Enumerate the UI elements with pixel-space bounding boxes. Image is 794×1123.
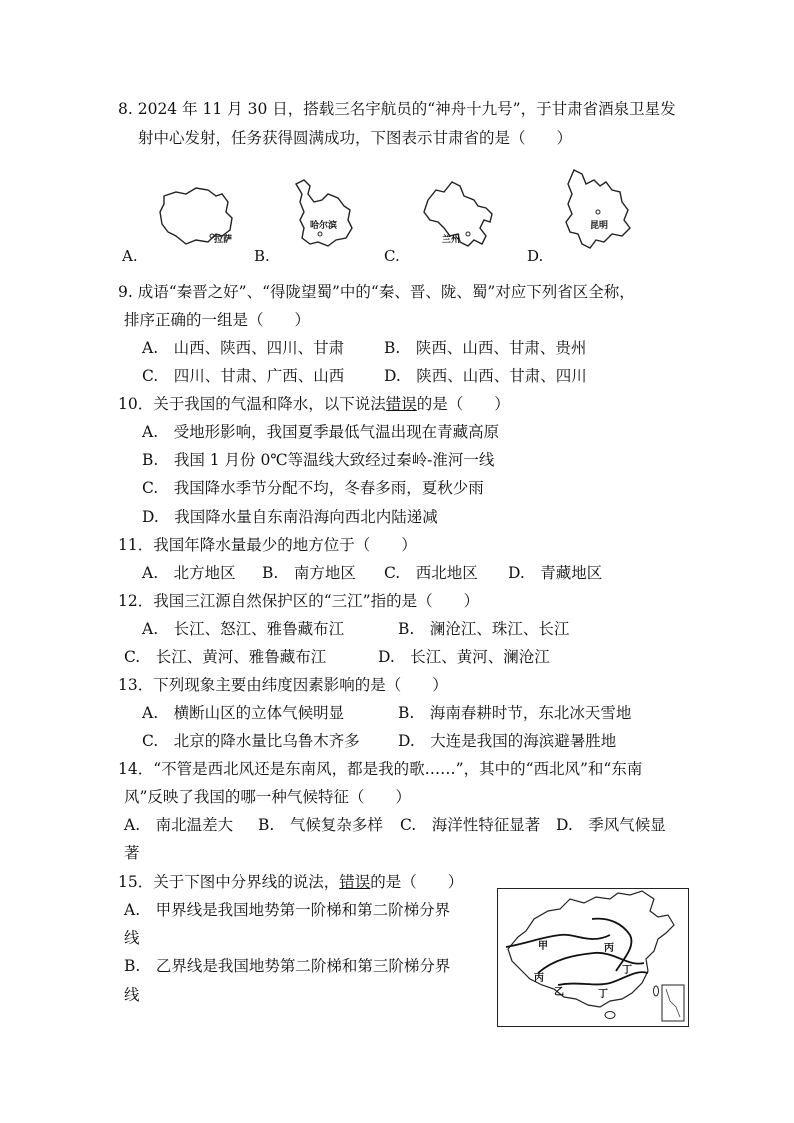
q8-option-c-letter: C. [384, 247, 400, 265]
map-label-ding-right: 丁 [622, 965, 632, 976]
q14-stem-line1: 14．“不管是西北风还是东南风，都是我的歌……”，其中的“西北风”和“东南 [118, 760, 643, 778]
q11-stem: 11．我国年降水量最少的地方位于（ ） [118, 536, 417, 554]
q15-option-b-wrap: 线 [124, 986, 140, 1004]
q10-option-d: D. 我国降水量自东南沿海向西北内陆递减 [142, 508, 438, 526]
q14-option-b: B. 气候复杂多样 [258, 816, 383, 834]
q12-stem: 12．我国三江源自然保护区的“三江”指的是（ ） [118, 592, 480, 610]
q8-map-b-city: 哈尔滨 [310, 221, 338, 231]
q11-option-b: B. 南方地区 [262, 564, 356, 582]
q10-option-a: A. 受地形影响，我国夏季最低气温出现在青藏高原 [142, 423, 500, 441]
q15-option-a: A. 甲界线是我国地势第一阶梯和第二阶梯分界 [124, 901, 451, 919]
q9-stem-line1: 9. 成语“秦晋之好”、“得陇望蜀”中的“秦、晋、陇、蜀”对应下列省区全称， [118, 283, 635, 301]
q12-option-b: B. 澜沧江、珠江、长江 [398, 620, 570, 638]
q15-stem-suffix: 的是（ ） [370, 873, 464, 891]
q9-option-a: A. 山西、陕西、四川、甘肃 [142, 339, 345, 357]
china-terrain-map-figure [497, 888, 689, 1027]
q12-option-a: A. 长江、怒江、雅鲁藏布江 [142, 620, 345, 638]
map-label-yi: 乙 [554, 987, 564, 998]
q15-option-a-wrap: 线 [124, 929, 140, 947]
q15-stem-prefix: 15．关于下图中分界线的说法， [118, 873, 340, 891]
q10-stem-emphasis: 错误 [385, 395, 417, 413]
map-label-bing-right: 丙 [604, 943, 614, 954]
q14-stem-line2: 风”反映了我国的哪一种气候特征（ ） [124, 788, 411, 806]
q10-stem-suffix: 的是（ ） [416, 395, 510, 413]
yunnan-outline-map [560, 166, 634, 256]
q15-stem-emphasis: 错误 [339, 873, 371, 891]
q14-option-d-wrap: 著 [124, 844, 140, 862]
q9-stem-line2: 排序正确的一组是（ ） [124, 311, 311, 329]
q12-option-c: C. 长江、黄河、雅鲁藏布江 [124, 648, 327, 666]
q8-map-a-city: 拉萨 [214, 235, 233, 245]
q14-option-c: C. 海洋性特征显著 [400, 816, 541, 834]
map-label-bing-left: 丙 [534, 973, 544, 984]
q13-option-b: B. 海南春耕时节，东北冰天雪地 [398, 704, 632, 722]
q10-option-b: B. 我国 1 月份 0℃等温线大致经过秦岭-淮河一线 [142, 451, 495, 469]
q9-option-d: D. 陕西、山西、甘肃、四川 [384, 367, 587, 385]
china-outline-map [498, 889, 687, 1025]
map-label-jia: 甲 [538, 941, 548, 952]
q8-stem-line2: 射中心发射，任务获得圆满成功，下图表示甘肃省的是（ ） [138, 129, 573, 147]
q8-option-b-letter: B. [254, 247, 270, 265]
q8-option-a-letter: A. [122, 247, 138, 265]
q8-map-d-city: 昆明 [590, 221, 609, 231]
q10-option-c: C. 我国降水季节分配不均，冬春多雨，夏秋少雨 [142, 479, 484, 497]
q13-stem: 13．下列现象主要由纬度因素影响的是（ ） [118, 676, 448, 694]
q15-option-b: B. 乙界线是我国地势第二阶梯和第三阶梯分界 [124, 957, 451, 975]
map-label-ding-bottom: 丁 [598, 989, 608, 1000]
q13-option-a: A. 横断山区的立体气候明显 [142, 704, 345, 722]
q12-option-d: D. 长江、黄河、澜沧江 [378, 648, 550, 666]
q11-option-a: A. 北方地区 [142, 564, 236, 582]
q10-stem [118, 394, 510, 414]
q13-option-d: D. 大连是我国的海滨避暑胜地 [398, 732, 617, 750]
q9-option-b: B. 陕西、山西、甘肃、贵州 [384, 339, 587, 357]
q11-option-d: D. 青藏地区 [508, 564, 603, 582]
q9-option-c: C. 四川、甘肃、广西、山西 [142, 367, 345, 385]
q8-option-d-letter: D. [527, 247, 544, 265]
q10-stem-prefix: 10．关于我国的气温和降水，以下说法 [118, 395, 386, 413]
q14-option-d: D. 季风气候显 [556, 816, 666, 834]
q15-stem [118, 872, 463, 892]
q8-stem-line1: 8. 2024 年 11 月 30 日，搭载三名宇航员的“神舟十九号”，于甘肃省酒泉卫星发 [118, 100, 676, 118]
q11-option-c: C. 西北地区 [384, 564, 478, 582]
q14-option-a: A. 南北温差大 [124, 816, 234, 834]
q8-map-c-city: 兰州 [442, 235, 461, 245]
q13-option-c: C. 北京的降水量比乌鲁木齐多 [142, 732, 360, 750]
heilongjiang-outline-map [290, 176, 356, 250]
